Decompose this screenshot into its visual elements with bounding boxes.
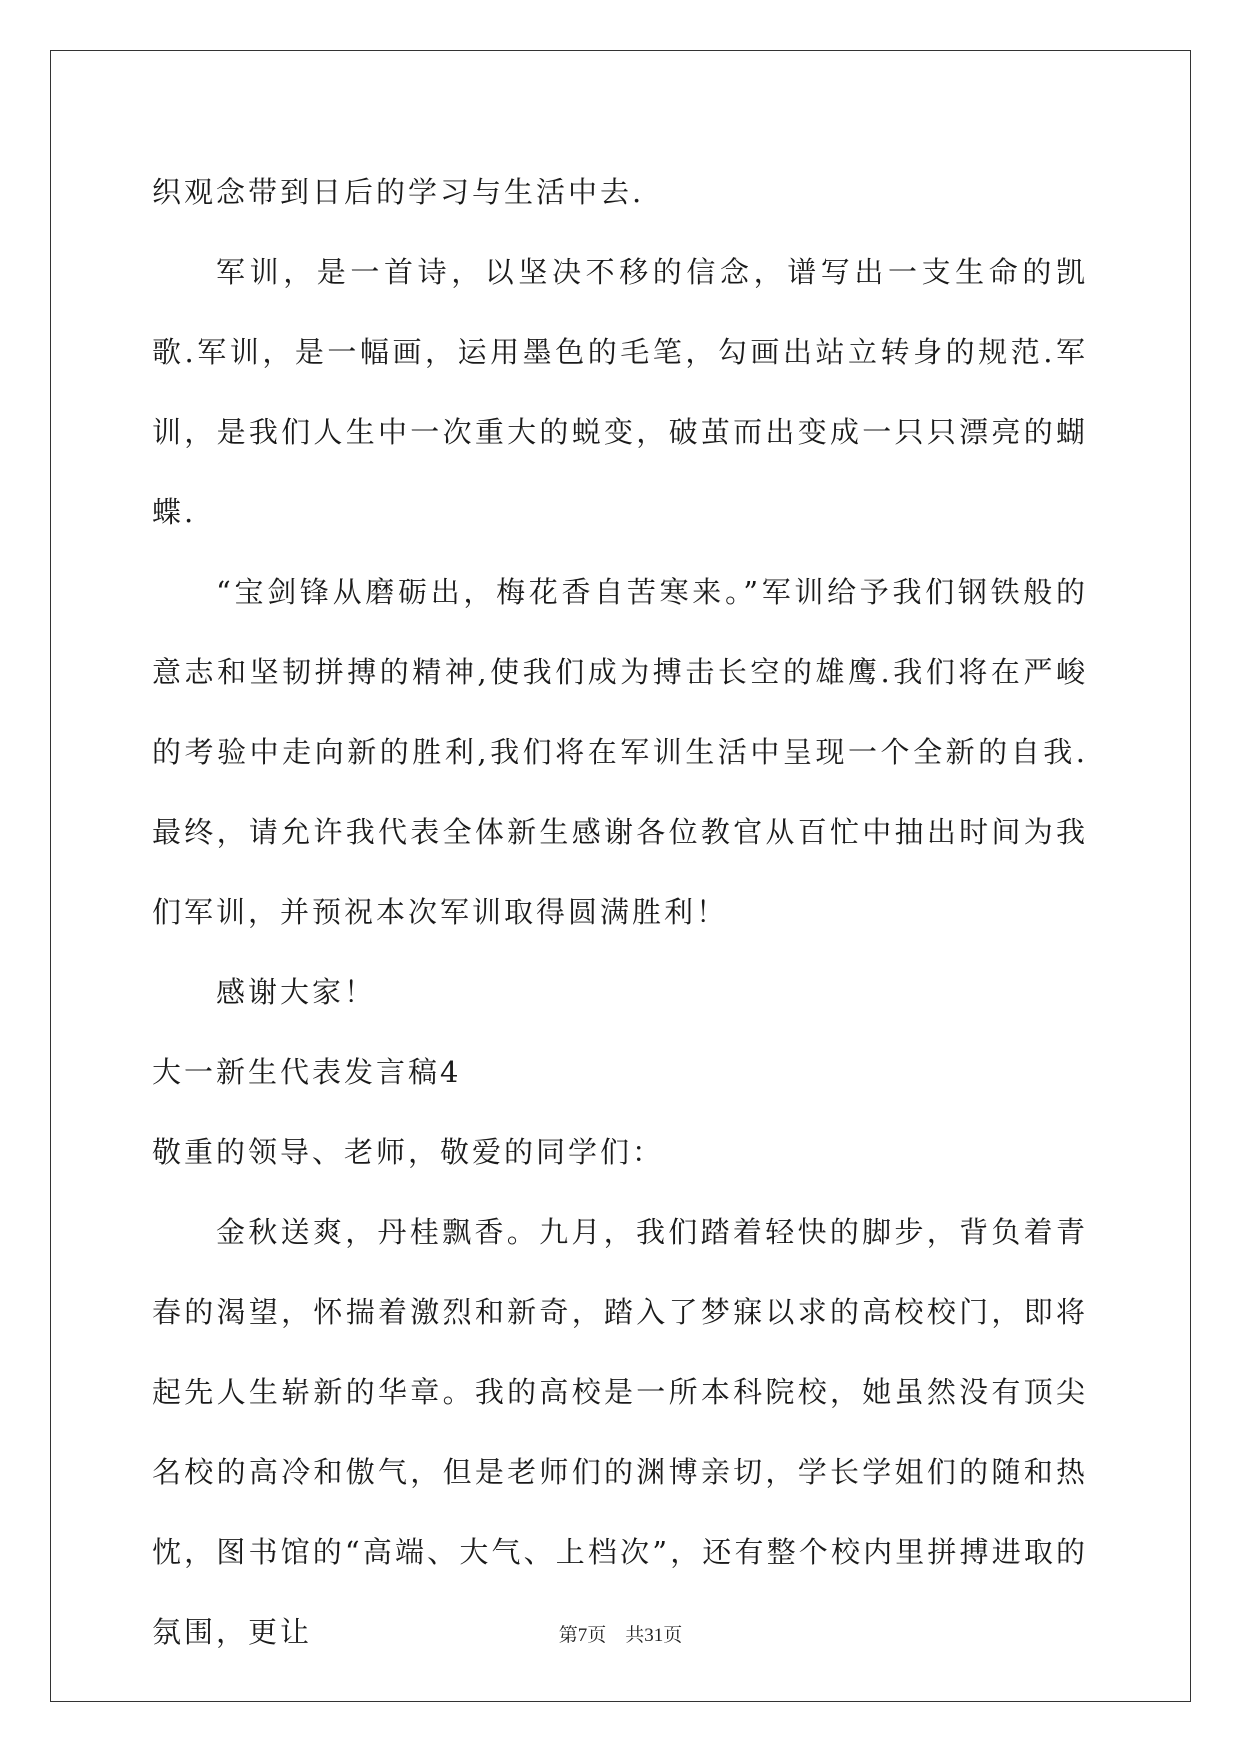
- section-heading: 大一新生代表发言稿4: [152, 1055, 462, 1089]
- paragraph-1: 织观念带到日后的学习与生活中去.: [152, 175, 645, 209]
- paragraph-2: 军训，是一首诗，以坚决不移的信念，谱写出一支生命的凯歌.军训，是一幅画，运用墨色的毛笔，勾画出站立转身的规范.军训，是我们人生中一次重大的蜕变，破茧而出变成一只只漂亮的蝴蝶.: [152, 255, 1088, 529]
- salutation: 敬重的领导、老师，敬爱的同学们：: [152, 1135, 665, 1169]
- document-body: [152, 152, 1088, 1672]
- page-footer: 第7页 共31页: [558, 1625, 683, 1646]
- paragraph-3: “宝剑锋从磨砺出，梅花香自苦寒来。”军训给予我们钢铁般的意志和坚韧拼搏的精神,使我们成为搏击长空的雄鹰.我们将在严峻的考验中走向新的胜利,我们将在军训生活中呈现一个全新的自我.最终，请允许我代表全体新生感谢各位教官从百忙中抽出时间为我们军训，并预祝本次军训取得圆满胜利！: [152, 575, 1088, 929]
- paragraph-7: 金秋送爽，丹桂飘香。九月，我们踏着轻快的脚步，背负着青春的渴望，怀揣着激烈和新奇，踏入了梦寐以求的高校校门，即将起先人生崭新的华章。我的高校是一所本科院校，她虽然没有顶尖名校的高冷和傲气，但是老师们的渊博亲切，学长学姐们的随和热忱，图书馆的“高端、大气、上档次”，还有整个校内里拼搏进取的氛围，更让: [152, 1215, 1088, 1649]
- paragraph-4: 感谢大家！: [216, 975, 377, 1009]
